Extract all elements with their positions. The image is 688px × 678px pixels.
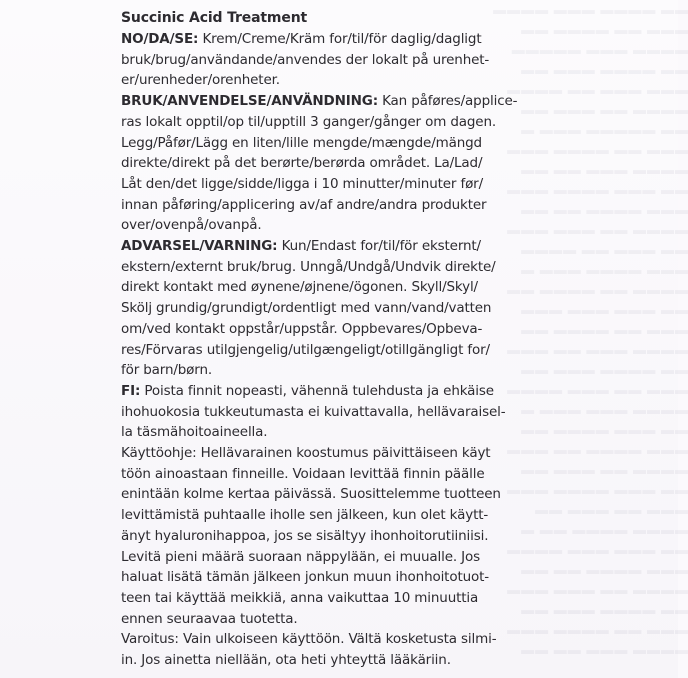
- text-line: ADVARSEL/VARNING: Kun/Endast for/til/för eksternt/: [121, 238, 481, 255]
- text-line: töön ainoastaan finneille. Voidaan levittää finnin päälle: [121, 465, 485, 482]
- show-through-print: ▬▬ ▬▬▬▬ ▬▬▬ ▬▬▬▬ ▬▬▬ ▬▬ ▬▬▬▬ ▬▬ ▬▬▬▬ ▬▬▬ ▬▬▬▬▬ ▬▬ ▬▬▬▬ ▬▬▬ ▬▬ ▬▬▬ ▬▬▬ ▬▬ ▬▬▬▬ ▬▬▬▬ ▬▬ ▬▬▬ ▬▬ ▬▬ ▬▬▬▬▬ ▬▬▬ ▬ ▬▬▬ ▬▬ ▬▬▬▬ ▬▬▬ ▬▬▬▬ ▬▬▬ ▬▬ ▬▬ ▬▬ ▬▬▬ ▬▬▬▬ ▬▬▬ ▬▬▬ ▬▬▬▬ ▬▬ ▬▬ ▬▬▬▬ ▬▬ ▬▬▬ ▬▬▬ ▬▬ ▬▬▬ ▬▬ ▬▬▬▬ ▬▬▬ ▬▬▬▬ ▬▬▬ ▬ ▬▬▬▬ ▬▬ ▬▬▬▬ ▬▬ ▬▬ ▬▬▬ ▬▬▬ ▬▬▬ ▬▬▬ ▬▬ ▬▬▬▬ ▬▬ ▬▬▬▬ ▬▬▬ ▬▬ ▬▬▬ ▬▬ ▬▬▬▬ ▬▬▬ ▬▬ ▬▬▬ ▬▬ ▬▬▬ ▬▬▬▬ ▬▬▬▬ ▬▬▬ ▬▬▬ ▬ ▬▬ ▬▬▬ ▬▬▬▬ ▬▬ ▬▬▬ ▬▬▬▬ ▬▬ ▬▬▬ ▬▬▬▬ ▬▬ ▬▬▬ ▬▬ ▬▬ ▬▬▬ ▬▬▬▬ ▬▬▬ ▬▬▬ ▬▬ ▬▬▬ ▬▬ ▬▬▬▬ ▬▬▬▬ ▬▬ ▬ ▬▬ ▬▬▬ ▬▬▬ ▬▬▬▬ ▬▬▬ ▬▬▬▬ ▬▬ ▬▬ ▬▬▬▬ ▬▬ ▬▬▬ ▬▬▬ ▬▬ ▬▬▬▬ ▬▬▬ ▬▬ ▬▬▬ ▬▬ ▬▬▬▬ ▬▬▬ ▬▬▬▬ ▬▬▬ ▬▬ ▬▬: [492, 2, 688, 657]
- text-line: innan påføring/applicering av/af andre/andra produkter: [121, 196, 487, 213]
- text-line: ras lokalt opptil/op til/upptill 3 ganger/gånger om dagen.: [121, 113, 497, 130]
- text-line: in. Jos ainetta niellään, ota heti yhteyttä lääkäriin.: [121, 652, 451, 669]
- section-bruk-anvendelse: [121, 91, 571, 236]
- text-line: levittämistä puhtaalle iholle sen jälkeen, kun olet käytt-: [121, 507, 489, 524]
- text-line: för barn/børn.: [121, 362, 213, 379]
- text-line: res/Förvaras utilgjengelig/utilgængeligt/otillgängligt for/: [121, 341, 490, 358]
- text-line: NO/DA/SE: Krem/Creme/Kräm for/til/för daglig/dagligt: [121, 31, 482, 47]
- text-line: Varoitus: Vain ulkoiseen käyttöön. Vältä kosketusta silmi-: [121, 631, 497, 648]
- text-line: änyt hyaluronihappoa, jos se sisältyy ihonhoitorutiiniisi.: [121, 527, 489, 544]
- text-line: FI: Poista finnit nopeasti, vähennä tulehdusta ja ehkäise: [121, 382, 494, 399]
- section-advarsel-varning: [121, 236, 571, 381]
- text-line: la täsmähoitoaineella.: [121, 424, 268, 441]
- text-line: er/urenheder/orenheter.: [121, 72, 280, 89]
- text-line: Låt den/det ligge/sidde/ligga i 10 minutter/minuter før/: [121, 175, 483, 192]
- text-line: BRUK/ANVENDELSE/ANVÄNDNING: Kan påføres/applice-: [121, 93, 518, 110]
- text-line: ihohuokosia tukkeutumasta ei kuivattavalla, hellävaraisel-: [121, 403, 506, 420]
- text-line: om/ved kontakt oppstår/uppstår. Oppbevares/Opbeva-: [121, 320, 483, 337]
- text-line: direkt kontakt med øynene/øjnene/ögonen. Skyll/Skyl/: [121, 279, 478, 296]
- section-fi: [121, 381, 571, 671]
- text-line: Käyttöohje: Hellävarainen koostumus päivittäiseen käyt: [121, 445, 491, 462]
- product-title: Succinic Acid Treatment: [121, 10, 308, 26]
- text-line: Legg/Påfør/Lägg en liten/lille mengde/mængde/mängd: [121, 134, 482, 151]
- text-line: bruk/brug/användande/anvendes der lokalt på urenhet-: [121, 51, 490, 68]
- section-no-da-se: [121, 29, 571, 91]
- text-line: over/ovenpå/ovanpå.: [121, 217, 262, 234]
- text-line: teen tai käyttää meikkiä, anna vaikuttaa 10 minuuttia: [121, 589, 479, 606]
- text-line: ennen seuraavaa tuotetta.: [121, 610, 298, 627]
- text-line: haluat lisätä tämän jälkeen jonkun muun ihonhoitotuot-: [121, 569, 489, 586]
- text-line: Skölj grundig/grundigt/ordentligt med vann/vand/vatten: [121, 300, 492, 317]
- text-line: ekstern/externt bruk/brug. Unngå/Undgå/Undvik direkte/: [121, 258, 496, 275]
- text-line: direkte/direkt på det berørte/berørda området. La/Lad/: [121, 155, 483, 172]
- text-line: enintään kolme kertaa päivässä. Suosittelemme tuotteen: [121, 486, 501, 503]
- text-line: Levitä pieni määrä suoraan näppylään, ei muualle. Jos: [121, 548, 481, 565]
- label-text-block: [121, 8, 571, 671]
